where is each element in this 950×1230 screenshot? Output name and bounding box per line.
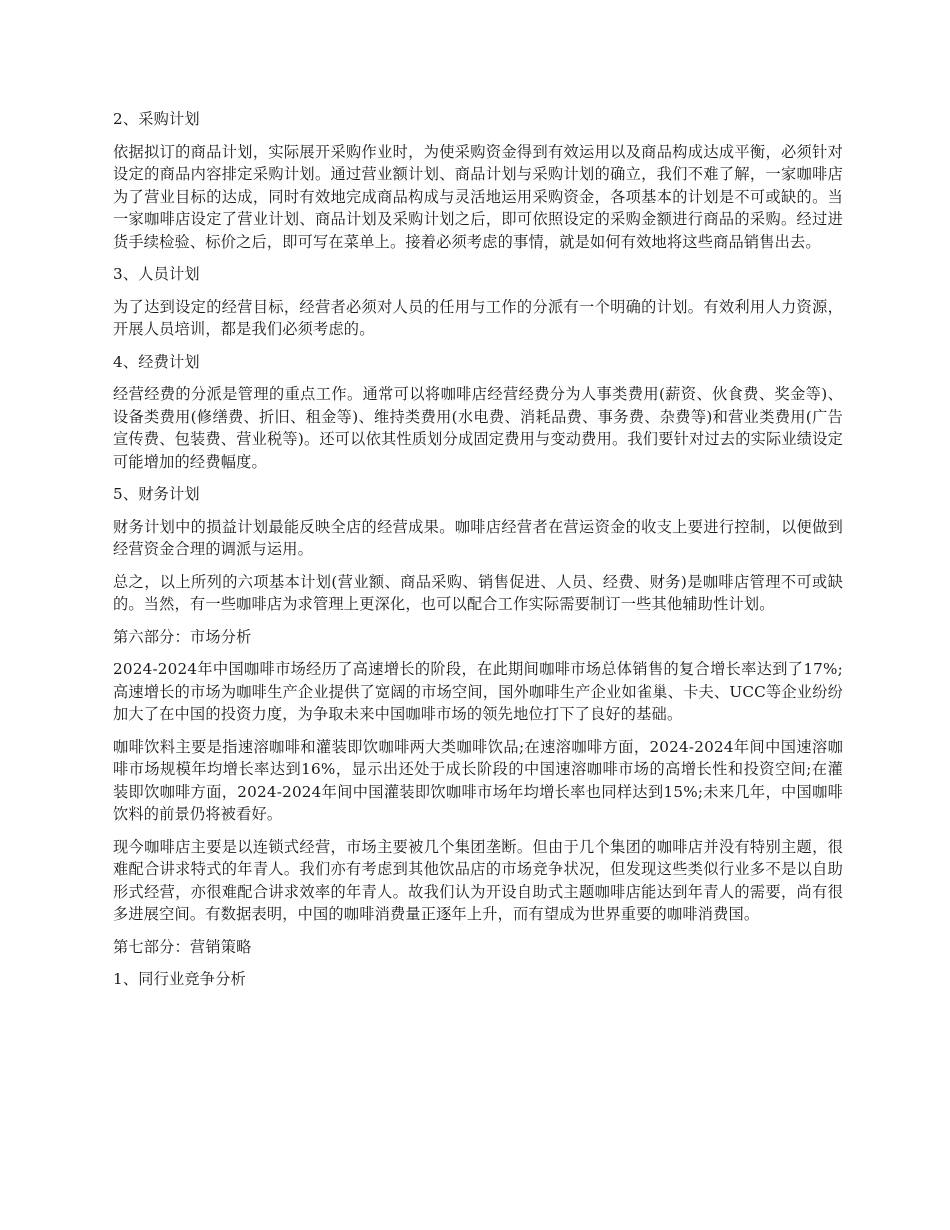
paragraph-summary: 总之，以上所列的六项基本计划(营业额、商品采购、销售促进、人员、经费、财务)是咖啡店管理不可或缺的。当然，有一些咖啡店为求管理上更深化，也可以配合工作实际需要制订一些其他辅助性计划。 — [113, 572, 843, 613]
section-heading-financial-plan: 5、财务计划 — [113, 485, 200, 503]
section-heading-marketing-strategy: 第七部分：营销策略 — [113, 937, 252, 956]
section-heading-expense-plan: 4、经费计划 — [113, 352, 200, 371]
paragraph-coffee-beverages: 咖啡饮料主要是指速溶咖啡和灌装即饮咖啡两大类咖啡饮品;在速溶咖啡方面，2024-2024年间中国速溶咖啡市场规模年均增长率达到16%，显示出还处于成长阶段的中国速溶咖啡市场的高增长性和投资空间;在灌装即饮咖啡方面，2024-2024年间中国灌装即饮咖啡市场年均增长率也同样达到15%;未来几年，中国咖啡饮料的前景仍将被看好。 — [113, 737, 843, 823]
section-heading-market-analysis: 第六部分：市场分析 — [113, 627, 252, 646]
section-heading-personnel-plan: 3、人员计划 — [113, 265, 200, 283]
paragraph-financial-plan: 财务计划中的损益计划最能反映全店的经营成果。咖啡店经营者在营运资金的收支上要进行控制，以便做到经营资金合理的调派与运用。 — [113, 517, 843, 558]
section-heading-procurement-plan: 2、采购计划 — [113, 110, 200, 128]
paragraph-expense-plan: 经营经费的分派是管理的重点工作。通常可以将咖啡店经营经费分为人事类费用(薪资、伙食费、奖金等)、设备类费用(修缮费、折旧、租金等)、维持类费用(水电费、消耗品费、事务费、杂费等)和营业类费用(广告宣传费、包装费、营业税等)。还可以依其性质划分成固定费用与变动费用。我们要针对过去的实际业绩设定可能增加的经费幅度。 — [113, 385, 843, 471]
paragraph-personnel-plan: 为了达到设定的经营目标，经营者必须对人员的任用与工作的分派有一个明确的计划。有效利用人力资源，开展人员培训，都是我们必须考虑的。 — [113, 297, 843, 338]
paragraph-procurement-plan: 依据拟订的商品计划，实际展开采购作业时，为使采购资金得到有效运用以及商品构成达成平衡，必须针对设定的商品内容排定采购计划。通过营业额计划、商品计划与采购计划的确立，我们不难了解，一家咖啡店为了营业目标的达成，同时有效地完成商品构成与灵活地运用采购资金，各项基本的计划是不可或缺的。当一家咖啡店设定了营业计划、商品计划及采购计划之后，即可依照设定的采购金额进行商品的采购。经过进货手续检验、标价之后，即可写在菜单上。接着必须考虑的事情，就是如何有效地将这些商品销售出去。 — [113, 142, 843, 251]
section-heading-peer-competition: 1、同行业竞争分析 — [113, 970, 246, 988]
paragraph-market-growth: 2024-2024年中国咖啡市场经历了高速增长的阶段，在此期间咖啡市场总体销售的复合增长率达到了17%;高速增长的市场为咖啡生产企业提供了宽阔的市场空间，国外咖啡生产企业如雀巢、卡夫、UCC等企业纷纷加大了在中国的投资力度，为争取未来中国咖啡市场的领先地位打下了良好的基础。 — [113, 660, 843, 723]
paragraph-competition-landscape: 现今咖啡店主要是以连锁式经营，市场主要被几个集团垄断。但由于几个集团的咖啡店并没有特别主题，很难配合讲求特式的年青人。我们亦有考虑到其他饮品店的市场竞争状况，但发现这些类似行业多不是以自助形式经营，亦很难配合讲求效率的年青人。故我们认为开设自助式主题咖啡店能达到年青人的需要，尚有很多进展空间。有数据表明，中国的咖啡消费量正逐年上升，而有望成为世界重要的咖啡消费国。 — [113, 837, 843, 923]
document-page — [113, 108, 843, 1001]
